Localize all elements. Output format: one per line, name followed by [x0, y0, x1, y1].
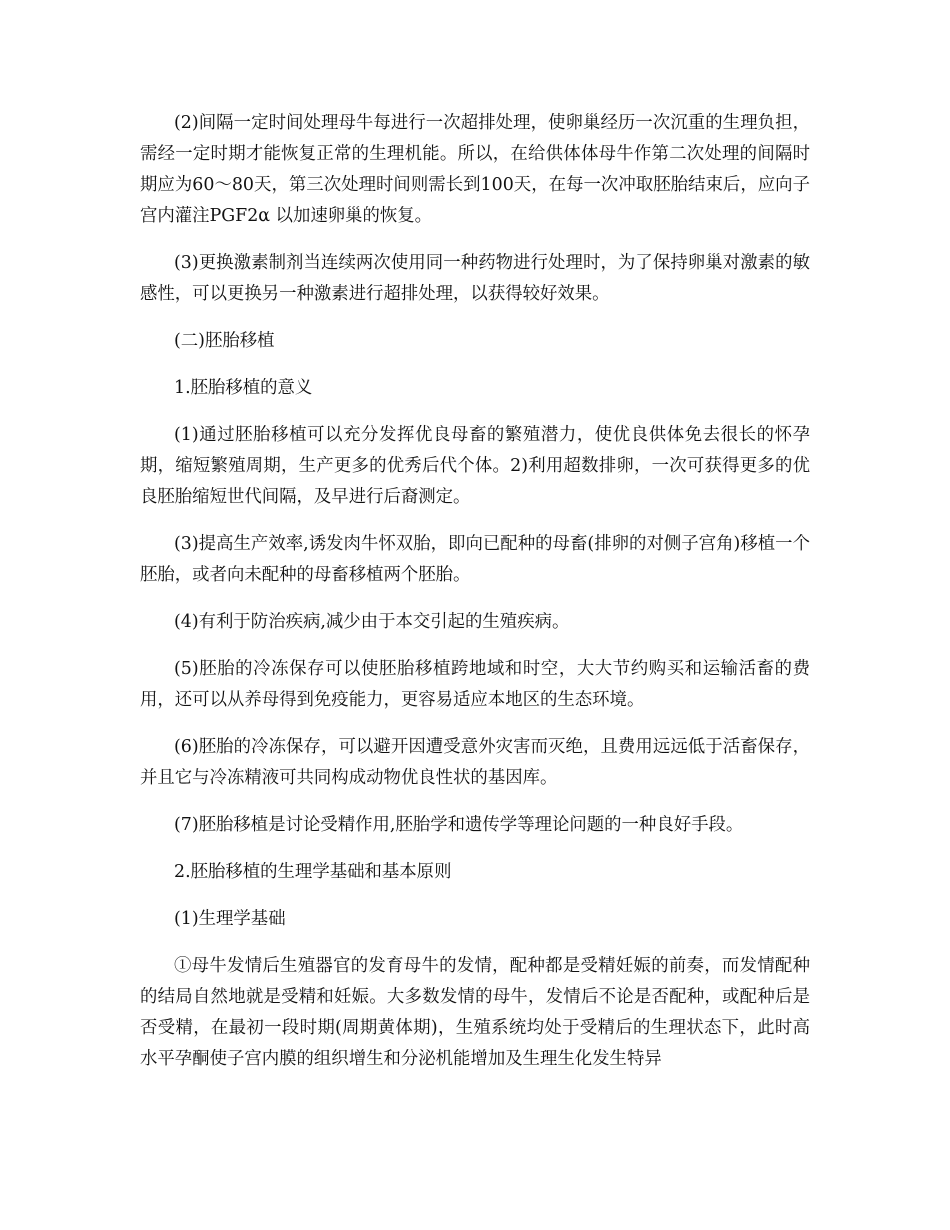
paragraph-interval-treatment: (2)间隔一定时间处理母牛每进行一次超排处理，使卵巢经历一次沉重的生理负担，需经一定时期才能恢复正常的生理机能。所以，在给供体体母牛作第二次处理的间隔时期应为60～80天，第三次处理时间则需长到100天，在每一次冲取胚胎结束后，应向子宫内灌注PGF2α 以加速卵巢的恢复。	[140, 113, 810, 226]
paragraph-significance-4: (4)有利于防治疾病,减少由于本交引起的生殖疾病。	[174, 612, 570, 632]
paragraph-significance-6: (6)胚胎的冷冻保存，可以避开因遭受意外灾害而灭绝，且费用远远低于活畜保存，并且它与冷冻精液可共同构成动物优良性状的基因库。	[140, 737, 810, 788]
paragraph-significance-1: (1)通过胚胎移植可以充分发挥优良母畜的繁殖潜力，使优良供体免去很长的怀孕期，缩短繁殖周期，生产更多的优秀后代个体。2)利用超数排卵，一次可获得更多的优良胚胎缩短世代间隔，及早进行后裔测定。	[140, 425, 810, 507]
document-body	[140, 108, 810, 1091]
subsection-heading-significance: 1.胚胎移植的意义	[174, 378, 313, 398]
paragraph-significance-3: (3)提高生产效率,诱发肉牛怀双胎，即向已配种的母畜(排卵的对侧子宫角)移植一个胚胎，或者向未配种的母畜移植两个胚胎。	[140, 534, 810, 585]
paragraph-significance-7: (7)胚胎移植是讨论受精作用,胚胎学和遗传学等理论问题的一种良好手段。	[174, 815, 744, 835]
paragraph-significance-5: (5)胚胎的冷冻保存可以使胚胎移植跨地域和时空，大大节约购买和运输活畜的费用，还可以从养母得到免疫能力，更容易适应本地区的生态环境。	[140, 659, 810, 710]
subsection-heading-physiology-basis: (1)生理学基础	[174, 909, 286, 929]
section-heading-embryo-transfer: (二)胚胎移植	[174, 331, 275, 351]
paragraph-change-hormone: (3)更换激素制剂当连续两次使用同一种药物进行处理时，为了保持卵巢对激素的敏感性，可以更换另一种激素进行超排处理，以获得较好效果。	[140, 253, 810, 304]
subsection-heading-physiology-principles: 2.胚胎移植的生理学基础和基本原则	[174, 862, 452, 882]
paragraph-reproductive-organ-development: ①母牛发情后生殖器官的发育母牛的发情，配种都是受精妊娠的前奏，而发情配种的结局自然地就是受精和妊娠。大多数发情的母牛，发情后不论是否配种，或配种后是否受精，在最初一段时期(周期黄体期)，生殖系统均处于受精后的生理状态下，此时高水平孕酮使子宫内膜的组织增生和分泌机能增加及生理生化发生特异	[140, 956, 810, 1069]
